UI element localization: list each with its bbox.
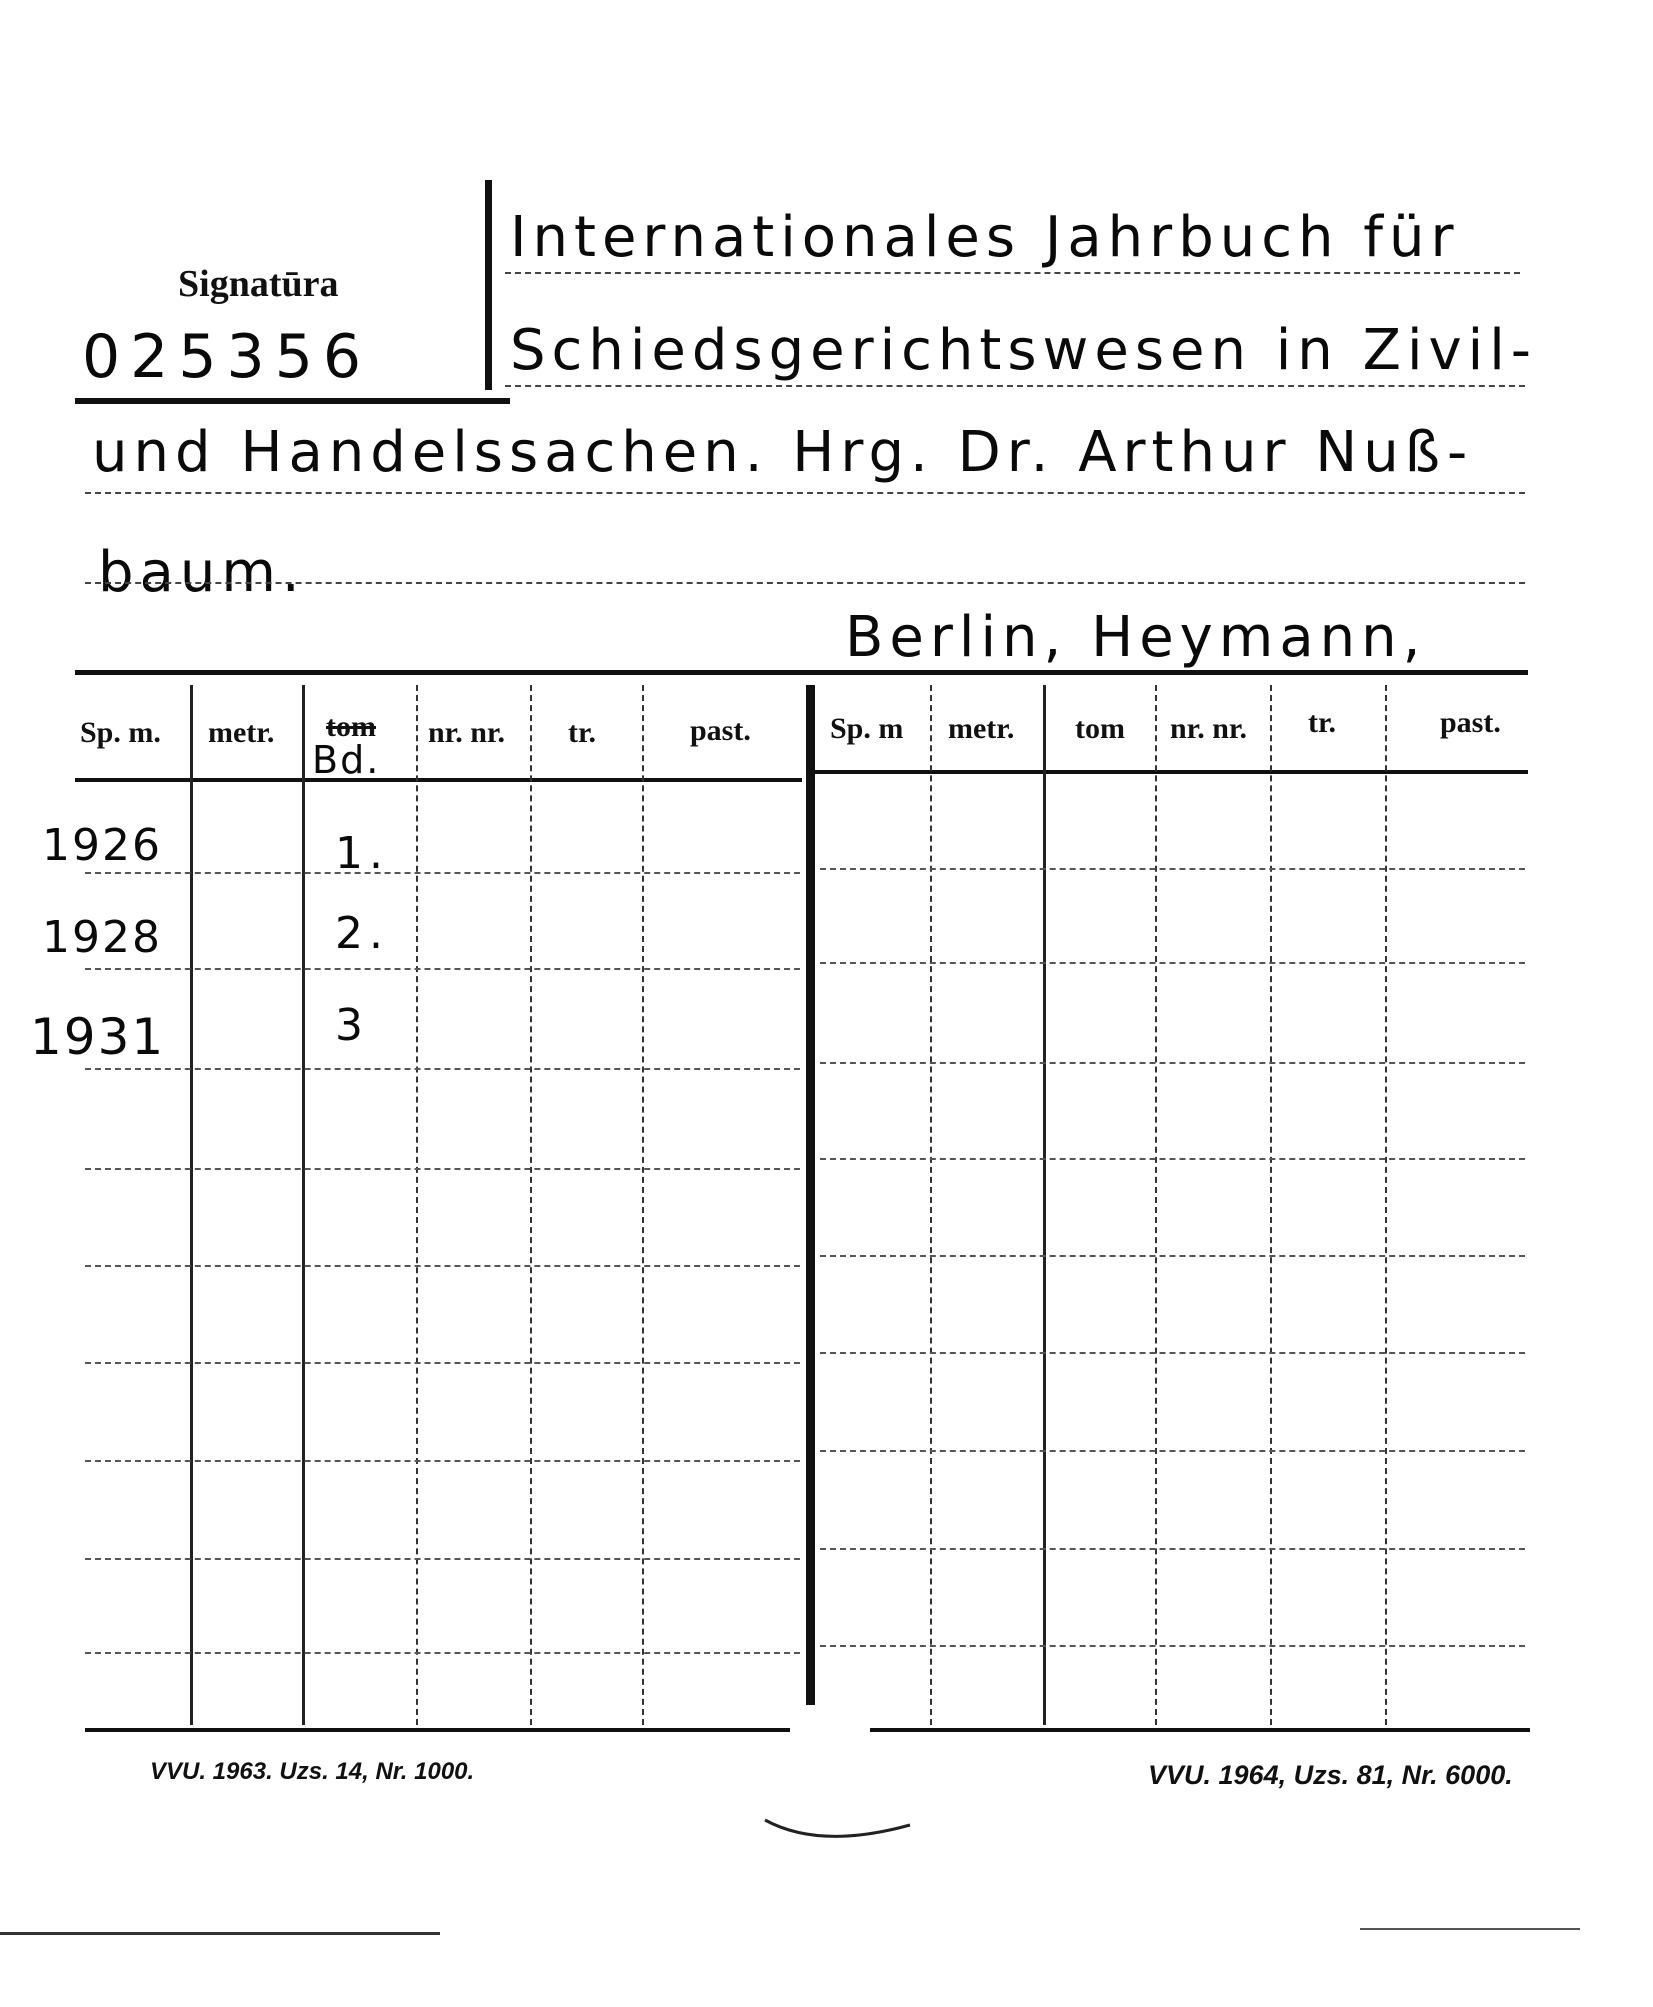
row-rule — [85, 1460, 800, 1462]
table-center-divider — [806, 685, 815, 1705]
title-rule-1 — [505, 272, 1520, 274]
row-1-volume: 1. — [335, 828, 389, 879]
header-metr: metr. — [208, 716, 275, 749]
row-rule — [85, 872, 800, 874]
footer-stamp-left: VVU. 1963. Uzs. 14, Nr. 1000. — [150, 1758, 475, 1785]
title-rule-4 — [85, 582, 1525, 584]
row-rule — [85, 968, 800, 970]
row-rule — [85, 1265, 800, 1267]
row-3-year: 1931 — [30, 1008, 166, 1066]
title-rule-2 — [505, 385, 1525, 387]
row-2-year: 1928 — [42, 912, 162, 963]
col-divider — [1043, 685, 1046, 1725]
title-line-5: Berlin, Heymann, — [845, 605, 1427, 670]
title-rule-3 — [85, 492, 1525, 494]
header-tom-right: tom — [1075, 712, 1125, 745]
row-rule — [820, 1548, 1525, 1550]
footer-stamp-right: VVU. 1964, Uzs. 81, Nr. 6000. — [1148, 1760, 1513, 1790]
table-bottom-left — [85, 1728, 790, 1732]
row-1-year: 1926 — [42, 820, 162, 871]
signatura-number: 025356 — [82, 322, 372, 392]
row-rule — [820, 962, 1525, 964]
header-sp-m-right: Sp. m — [830, 712, 904, 745]
row-rule — [820, 1158, 1525, 1160]
header-nr-nr-right: nr. nr. — [1170, 712, 1247, 745]
row-rule — [820, 1645, 1525, 1647]
title-line-1: Internationales Jahrbuch für — [510, 205, 1460, 270]
col-divider — [302, 685, 305, 1725]
row-rule — [820, 1450, 1525, 1452]
col-divider — [1270, 685, 1272, 1725]
col-divider — [930, 685, 932, 1725]
row-rule — [85, 1362, 800, 1364]
signatura-underline — [75, 398, 510, 404]
header-metr-right: metr. — [948, 712, 1015, 745]
title-line-3: und Handelssachen. Hrg. Dr. Arthur Nuß- — [92, 420, 1474, 485]
col-divider — [530, 685, 532, 1725]
header-past: past. — [690, 714, 751, 747]
row-rule — [820, 1062, 1525, 1064]
row-2-volume: 2. — [335, 908, 389, 959]
row-rule — [85, 1068, 800, 1070]
header-tom-annotation: Bd. — [312, 738, 381, 782]
bottom-edge-rule — [0, 1932, 440, 1935]
header-nr-nr: nr. nr. — [428, 716, 505, 749]
row-rule — [85, 1558, 800, 1560]
header-rule-left — [75, 778, 802, 782]
row-rule — [85, 1652, 800, 1654]
row-rule — [820, 1255, 1525, 1257]
title-line-4: baum. — [98, 540, 306, 605]
header-sp-m: Sp. m. — [80, 716, 161, 749]
col-divider — [416, 685, 418, 1725]
title-line-2: Schiedsgerichtswesen in Zivil- — [510, 318, 1537, 383]
row-rule — [820, 868, 1525, 870]
header-tr: tr. — [568, 716, 597, 749]
signatura-label: Signatūra — [178, 263, 339, 305]
header-past-right: past. — [1440, 706, 1501, 739]
header-tr-right: tr. — [1308, 706, 1337, 739]
table-top-rule — [75, 670, 1528, 675]
col-divider — [1385, 685, 1387, 1725]
col-divider — [1155, 685, 1157, 1725]
col-divider — [190, 685, 193, 1725]
row-rule — [85, 1168, 800, 1170]
decorative-swoosh — [760, 1810, 920, 1850]
table-bottom-right — [870, 1728, 1530, 1732]
title-divider — [485, 180, 492, 390]
row-rule — [820, 1352, 1525, 1354]
col-divider — [642, 685, 644, 1725]
row-3-volume: 3 — [335, 1000, 369, 1051]
header-rule-right — [815, 770, 1528, 774]
bottom-edge-rule — [1360, 1928, 1580, 1930]
header-tom: tom — [326, 710, 376, 743]
